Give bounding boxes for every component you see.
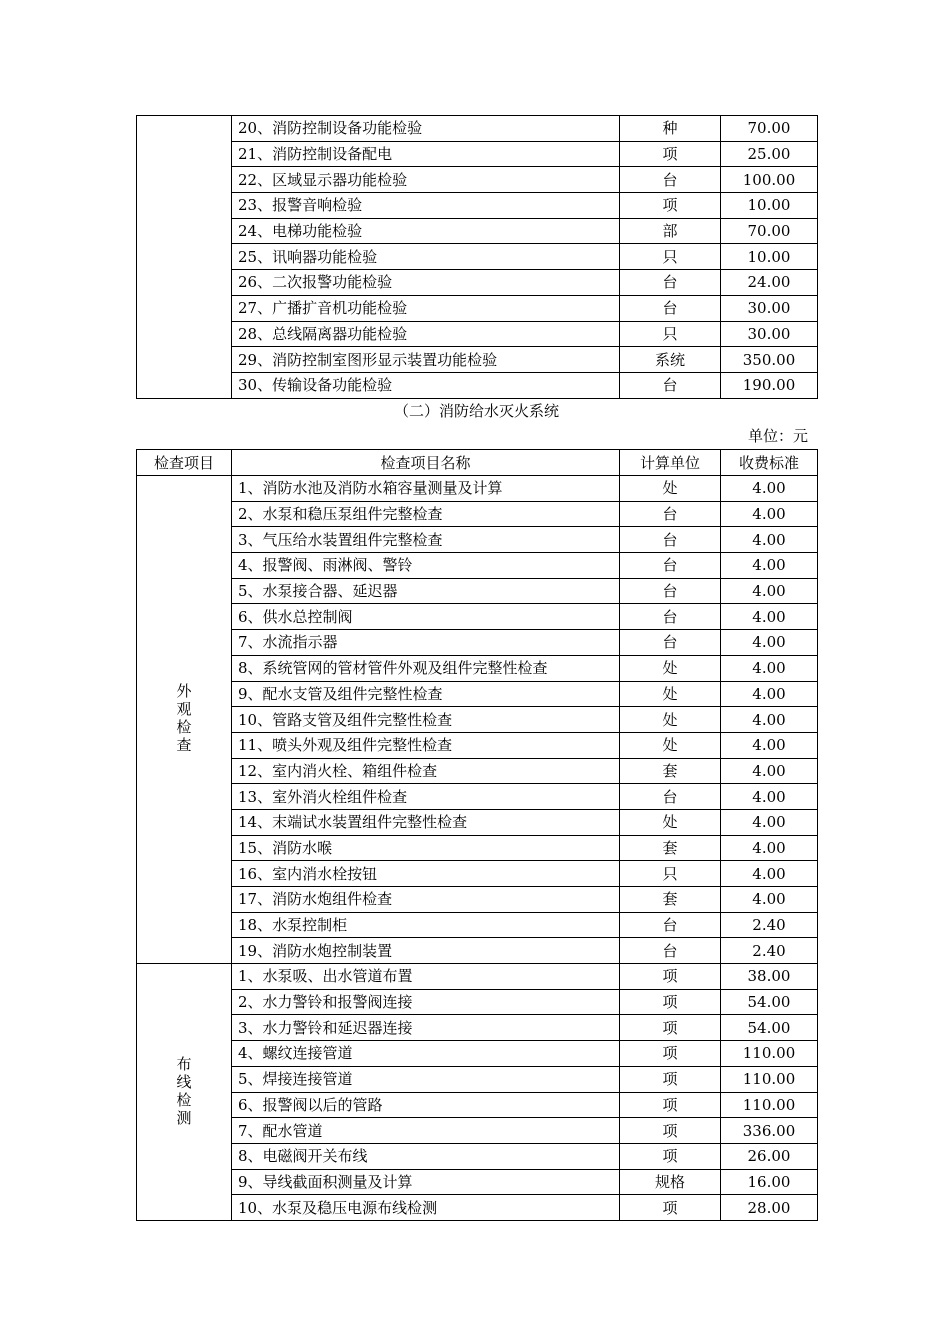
- item-unit: 台: [620, 912, 721, 938]
- item-fee: 70.00: [721, 218, 818, 244]
- item-unit: 项: [620, 1118, 721, 1144]
- table-row: [137, 270, 818, 296]
- item-name: 24、电梯功能检验: [232, 218, 620, 244]
- table-row: [137, 1195, 818, 1221]
- table-row: [137, 1041, 818, 1067]
- item-name: 20、消防控制设备功能检验: [232, 116, 620, 142]
- item-unit: 处: [620, 809, 721, 835]
- item-fee: 30.00: [721, 321, 818, 347]
- item-fee: 26.00: [721, 1143, 818, 1169]
- table-row: [137, 476, 818, 502]
- item-name: 16、室内消水栓按钮: [232, 861, 620, 887]
- table-row: [137, 321, 818, 347]
- item-fee: 4.00: [721, 553, 818, 579]
- item-fee: 2.40: [721, 938, 818, 964]
- item-name: 12、室内消火栓、箱组件检查: [232, 758, 620, 784]
- item-unit: 处: [620, 707, 721, 733]
- table-row: [137, 861, 818, 887]
- item-name: 11、喷头外观及组件完整性检查: [232, 732, 620, 758]
- header-row: [137, 450, 818, 476]
- item-unit: 套: [620, 887, 721, 913]
- item-unit: 处: [620, 681, 721, 707]
- table-row: [137, 295, 818, 321]
- table-row: [137, 244, 818, 270]
- table-row: [137, 167, 818, 193]
- item-unit: 项: [620, 1066, 721, 1092]
- item-fee: 4.00: [721, 835, 818, 861]
- item-unit: 系统: [620, 347, 721, 373]
- item-name: 29、消防控制室图形显示装置功能检验: [232, 347, 620, 373]
- table-row: [137, 707, 818, 733]
- table-row: [137, 372, 818, 398]
- item-unit: 处: [620, 476, 721, 502]
- item-fee: 110.00: [721, 1066, 818, 1092]
- item-fee: 38.00: [721, 964, 818, 990]
- table-row: [137, 116, 818, 142]
- item-fee: 16.00: [721, 1169, 818, 1195]
- item-name: 3、水力警铃和延迟器连接: [232, 1015, 620, 1041]
- header-category: 检查项目: [137, 450, 232, 476]
- item-unit: 项: [620, 964, 721, 990]
- item-fee: 350.00: [721, 347, 818, 373]
- item-unit: 套: [620, 758, 721, 784]
- item-fee: 4.00: [721, 655, 818, 681]
- item-name: 23、报警音响检验: [232, 193, 620, 219]
- table-row: [137, 347, 818, 373]
- item-unit: 台: [620, 553, 721, 579]
- item-fee: 4.00: [721, 887, 818, 913]
- fee-table-continued-body: [137, 116, 818, 399]
- item-unit: 项: [620, 1195, 721, 1221]
- item-name: 25、讯响器功能检验: [232, 244, 620, 270]
- fee-table-continued: [136, 115, 818, 399]
- item-unit: 项: [620, 1041, 721, 1067]
- table-row: [137, 501, 818, 527]
- table-row: [137, 527, 818, 553]
- item-fee: 4.00: [721, 681, 818, 707]
- table-row: [137, 1169, 818, 1195]
- fire-water-system-fee-table-body: [137, 476, 818, 1221]
- item-unit: 项: [620, 193, 721, 219]
- item-name: 14、末端试水装置组件完整性检查: [232, 809, 620, 835]
- item-name: 10、水泵及稳压电源布线检测: [232, 1195, 620, 1221]
- table-row: [137, 578, 818, 604]
- table-row: [137, 604, 818, 630]
- item-fee: 110.00: [721, 1092, 818, 1118]
- item-fee: 54.00: [721, 989, 818, 1015]
- item-name: 27、广播扩音机功能检验: [232, 295, 620, 321]
- item-unit: 套: [620, 835, 721, 861]
- item-unit: 项: [620, 989, 721, 1015]
- header-fee: 收费标准: [721, 450, 818, 476]
- item-fee: 54.00: [721, 1015, 818, 1041]
- item-fee: 336.00: [721, 1118, 818, 1144]
- item-name: 1、水泵吸、出水管道布置: [232, 964, 620, 990]
- item-name: 8、电磁阀开关布线: [232, 1143, 620, 1169]
- table-row: [137, 218, 818, 244]
- table-row: [137, 1092, 818, 1118]
- item-fee: 4.00: [721, 604, 818, 630]
- item-unit: 规格: [620, 1169, 721, 1195]
- table-row: [137, 887, 818, 913]
- item-fee: 30.00: [721, 295, 818, 321]
- item-fee: 4.00: [721, 784, 818, 810]
- item-unit: 台: [620, 167, 721, 193]
- header-item-name: 检查项目名称: [232, 450, 620, 476]
- table-row: [137, 758, 818, 784]
- item-unit: 台: [620, 604, 721, 630]
- unit-note: 单位：元: [747, 427, 808, 445]
- section-title: （二）消防给水灭火系统: [393, 402, 559, 420]
- item-name: 6、供水总控制阀: [232, 604, 620, 630]
- item-name: 13、室外消火栓组件检查: [232, 784, 620, 810]
- table-row: [137, 681, 818, 707]
- table-row: [137, 1015, 818, 1041]
- item-fee: 10.00: [721, 193, 818, 219]
- item-unit: 台: [620, 527, 721, 553]
- item-unit: 项: [620, 1092, 721, 1118]
- item-name: 19、消防水炮控制装置: [232, 938, 620, 964]
- item-unit: 处: [620, 732, 721, 758]
- category-cell: [137, 964, 232, 1221]
- table-row: [137, 784, 818, 810]
- header-unit: 计算单位: [620, 450, 721, 476]
- table-row: [137, 938, 818, 964]
- item-fee: 10.00: [721, 244, 818, 270]
- item-name: 7、配水管道: [232, 1118, 620, 1144]
- item-name: 3、气压给水装置组件完整检查: [232, 527, 620, 553]
- item-unit: 部: [620, 218, 721, 244]
- item-name: 7、水流指示器: [232, 630, 620, 656]
- item-fee: 100.00: [721, 167, 818, 193]
- item-unit: 只: [620, 244, 721, 270]
- item-unit: 处: [620, 655, 721, 681]
- item-name: 22、区域显示器功能检验: [232, 167, 620, 193]
- item-name: 6、报警阀以后的管路: [232, 1092, 620, 1118]
- item-fee: 190.00: [721, 372, 818, 398]
- table-row: [137, 655, 818, 681]
- item-name: 30、传输设备功能检验: [232, 372, 620, 398]
- item-unit: 台: [620, 501, 721, 527]
- table-row: [137, 1118, 818, 1144]
- item-fee: 4.00: [721, 732, 818, 758]
- item-unit: 台: [620, 784, 721, 810]
- item-name: 26、二次报警功能检验: [232, 270, 620, 296]
- item-name: 17、消防水炮组件检查: [232, 887, 620, 913]
- table-row: [137, 732, 818, 758]
- item-fee: 4.00: [721, 861, 818, 887]
- table-row: [137, 809, 818, 835]
- item-fee: 4.00: [721, 578, 818, 604]
- item-unit: 项: [620, 1015, 721, 1041]
- item-fee: 70.00: [721, 116, 818, 142]
- item-fee: 4.00: [721, 809, 818, 835]
- item-fee: 4.00: [721, 707, 818, 733]
- item-name: 9、导线截面积测量及计算: [232, 1169, 620, 1195]
- item-name: 1、消防水池及消防水箱容量测量及计算: [232, 476, 620, 502]
- item-unit: 台: [620, 938, 721, 964]
- item-name: 10、管路支管及组件完整性检查: [232, 707, 620, 733]
- table-row: [137, 1143, 818, 1169]
- item-unit: 种: [620, 116, 721, 142]
- item-unit: 项: [620, 141, 721, 167]
- item-unit: 台: [620, 270, 721, 296]
- item-name: 2、水力警铃和报警阀连接: [232, 989, 620, 1015]
- item-name: 4、螺纹连接管道: [232, 1041, 620, 1067]
- item-name: 4、报警阀、雨淋阀、警铃: [232, 553, 620, 579]
- item-fee: 2.40: [721, 912, 818, 938]
- item-fee: 4.00: [721, 758, 818, 784]
- category-label: 布线检测: [176, 1054, 192, 1127]
- table-row: [137, 1066, 818, 1092]
- item-unit: 台: [620, 578, 721, 604]
- item-fee: 4.00: [721, 476, 818, 502]
- table-row: [137, 193, 818, 219]
- item-name: 5、焊接连接管道: [232, 1066, 620, 1092]
- item-name: 8、系统管网的管材管件外观及组件完整性检查: [232, 655, 620, 681]
- table-row: [137, 553, 818, 579]
- table-row: [137, 141, 818, 167]
- item-fee: 4.00: [721, 527, 818, 553]
- item-unit: 项: [620, 1143, 721, 1169]
- item-unit: 台: [620, 372, 721, 398]
- item-fee: 110.00: [721, 1041, 818, 1067]
- category-cell-empty: [137, 116, 232, 399]
- item-fee: 4.00: [721, 630, 818, 656]
- item-name: 5、水泵接合器、延迟器: [232, 578, 620, 604]
- fire-water-system-fee-table: [136, 449, 818, 1221]
- table-row: [137, 912, 818, 938]
- item-unit: 台: [620, 295, 721, 321]
- item-unit: 台: [620, 630, 721, 656]
- category-cell: [137, 476, 232, 964]
- item-fee: 28.00: [721, 1195, 818, 1221]
- table-row: [137, 964, 818, 990]
- item-name: 28、总线隔离器功能检验: [232, 321, 620, 347]
- table-row: [137, 989, 818, 1015]
- item-name: 9、配水支管及组件完整性检查: [232, 681, 620, 707]
- item-fee: 24.00: [721, 270, 818, 296]
- item-fee: 4.00: [721, 501, 818, 527]
- item-name: 2、水泵和稳压泵组件完整检查: [232, 501, 620, 527]
- item-unit: 只: [620, 321, 721, 347]
- table-row: [137, 630, 818, 656]
- item-fee: 25.00: [721, 141, 818, 167]
- item-name: 21、消防控制设备配电: [232, 141, 620, 167]
- category-label: 外观检查: [176, 682, 192, 755]
- item-name: 15、消防水喉: [232, 835, 620, 861]
- item-unit: 只: [620, 861, 721, 887]
- item-name: 18、水泵控制柜: [232, 912, 620, 938]
- table-row: [137, 835, 818, 861]
